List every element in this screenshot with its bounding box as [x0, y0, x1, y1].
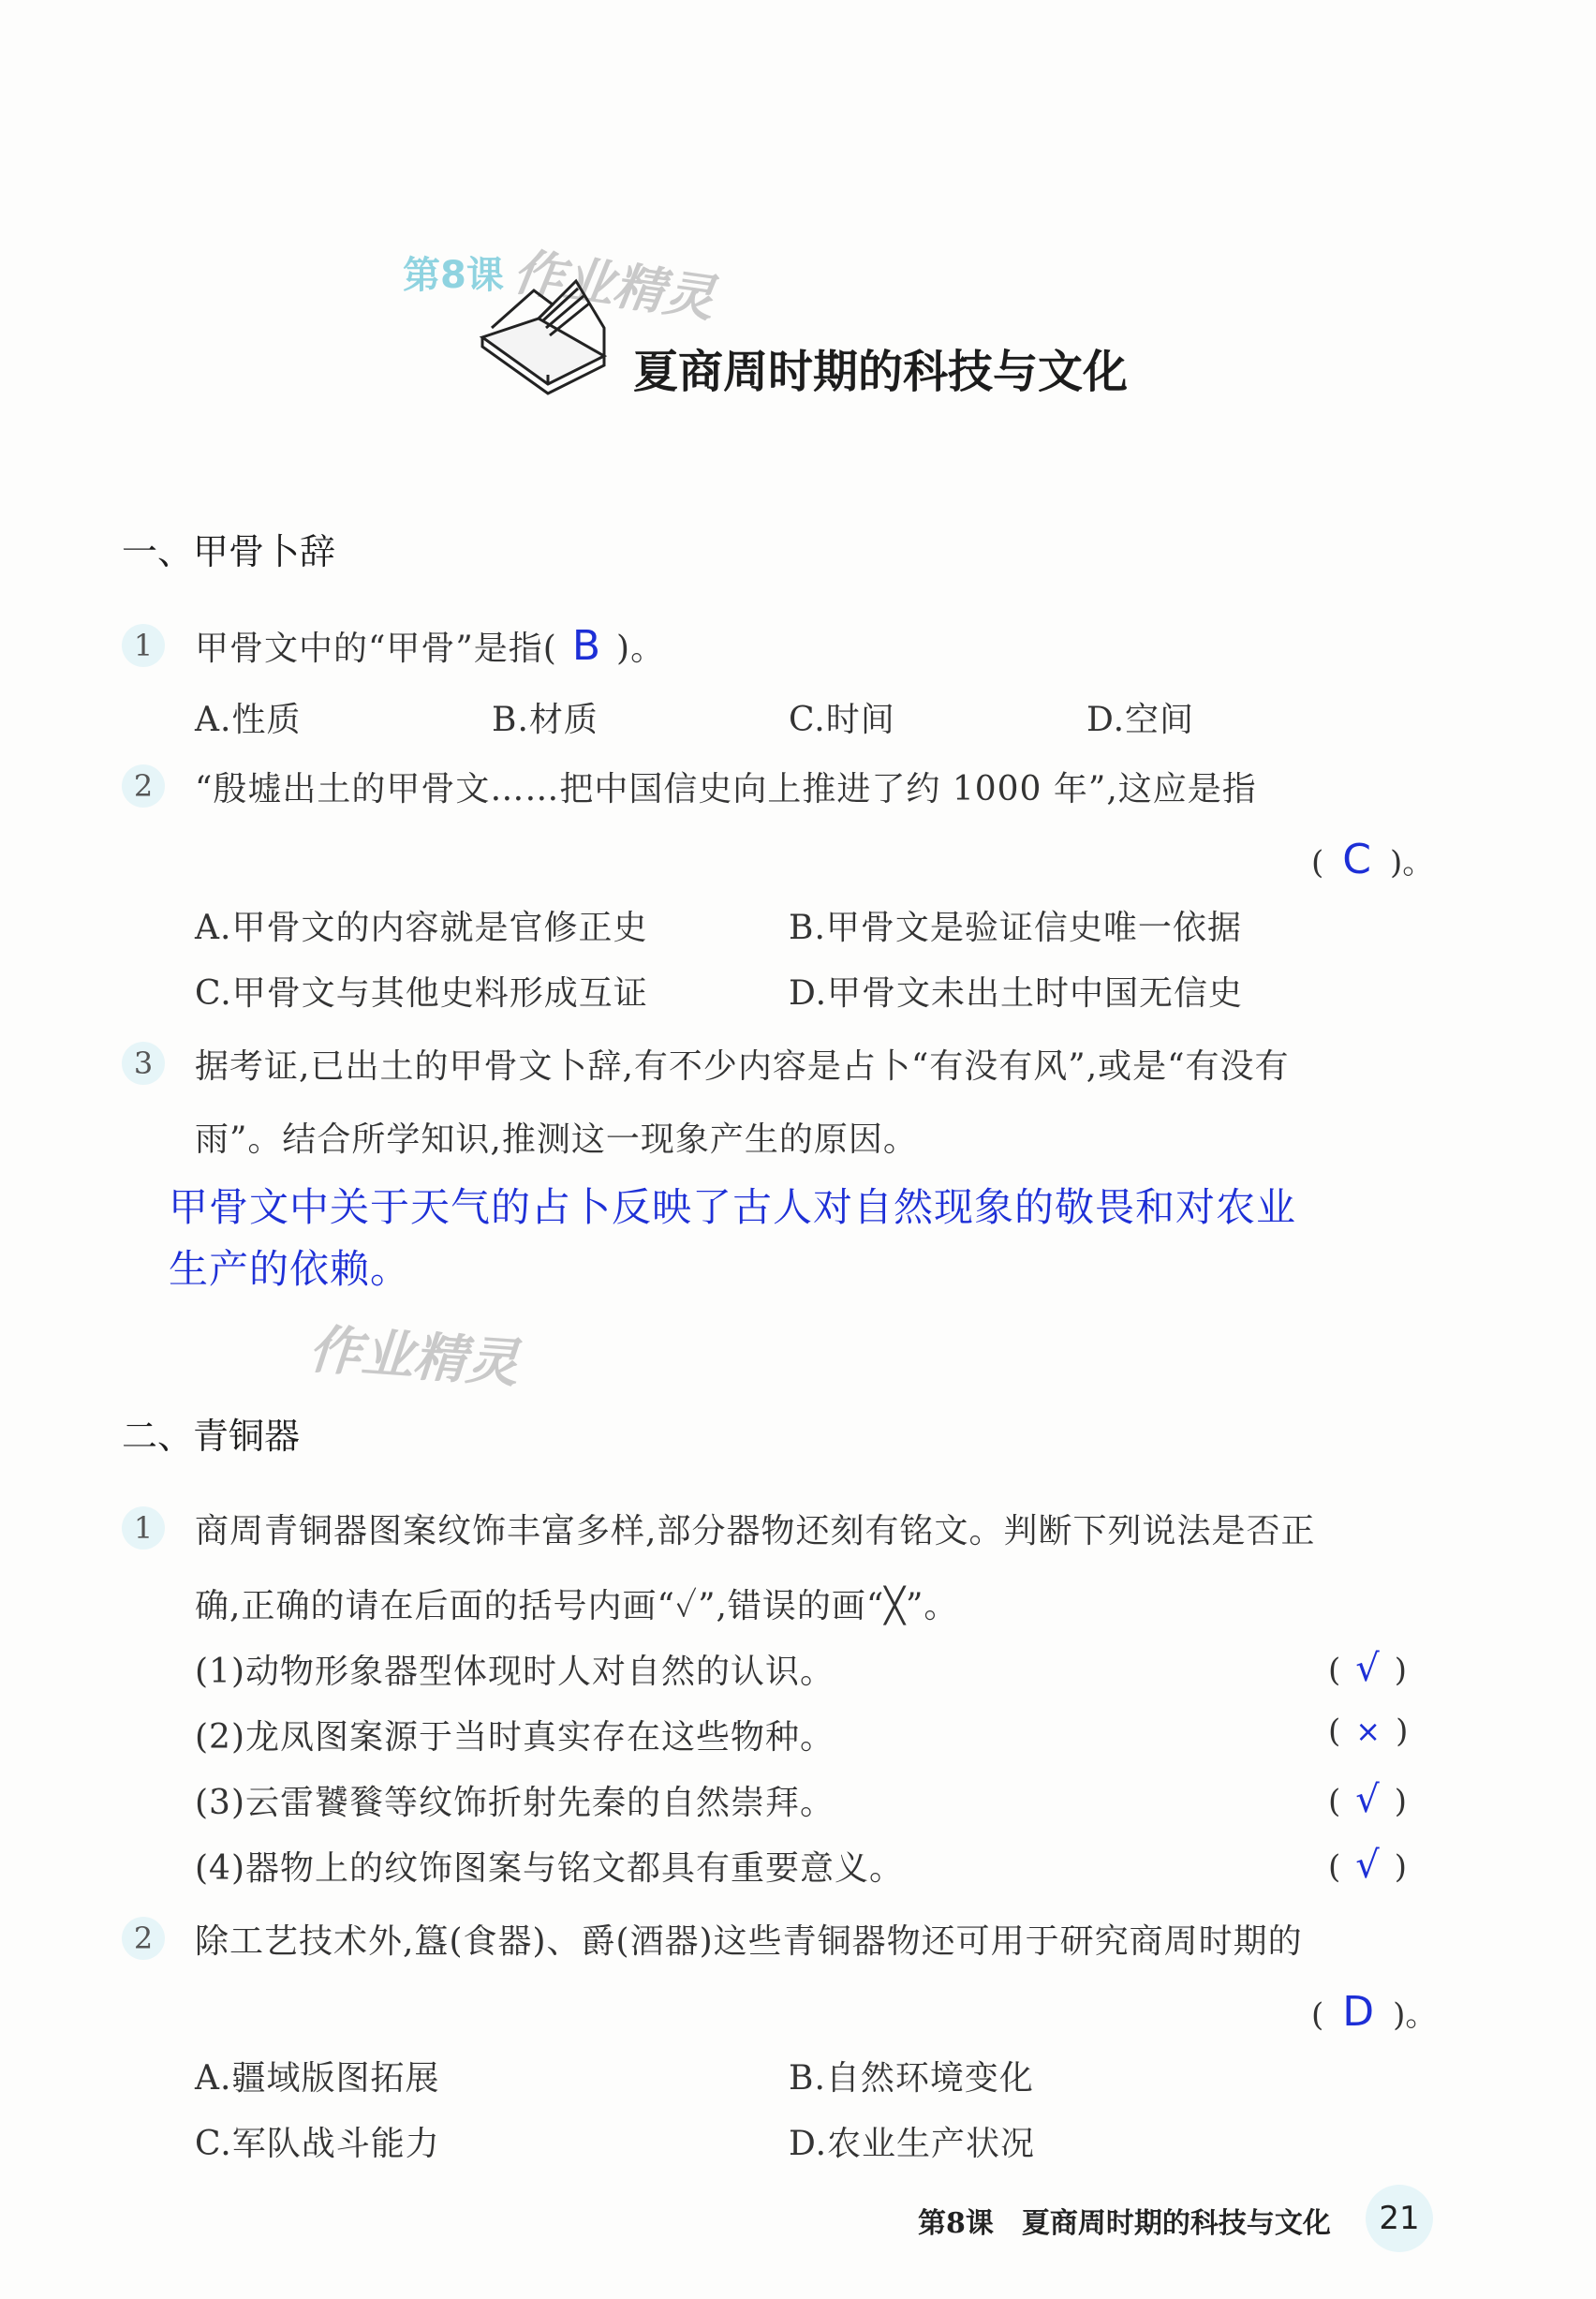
answer-handwritten: C [1342, 836, 1371, 883]
option-d: D.甲骨文未出土时中国无信史 [789, 974, 1244, 1013]
option-a: A.甲骨文的内容就是官修正史 [195, 909, 648, 947]
judgement-blank-4: ( √ ) [1328, 1844, 1408, 1887]
watermark: 作业精灵 [306, 1319, 521, 1395]
cross-mark: × [1355, 1713, 1382, 1749]
question-number: 1 [122, 1506, 165, 1550]
option-d: D.空间 [1086, 701, 1195, 739]
option-b: B.自然环境变化 [789, 2059, 1034, 2098]
book-icon [473, 262, 613, 403]
question-number: 1 [122, 624, 165, 667]
option-c: C.时间 [789, 701, 895, 739]
section-title-1: 一、甲骨卜辞 [122, 531, 336, 572]
judgement-item-2: (2)龙凤图案源于当时真实存在这些物种。 [195, 1718, 835, 1757]
question-text-end: )。 [616, 630, 666, 668]
option-c: C.军队战斗能力 [195, 2125, 440, 2163]
judgement-blank-3: ( √ ) [1328, 1778, 1408, 1821]
question-stem: 除工艺技术外,簋(食器)、爵(酒器)这些青铜器物还可用于研究商周时期的 [195, 1922, 1303, 1961]
question-number: 2 [122, 764, 165, 808]
question-number: 2 [122, 1917, 165, 1960]
judgement-blank-2: ( × ) [1328, 1713, 1409, 1750]
question-stem [195, 622, 665, 670]
answer-handwritten: 甲骨文中关于天气的占卜反映了古人对自然现象的敬畏和对农业 [169, 1184, 1297, 1230]
judgement-item-4: (4)器物上的纹饰图案与铭文都具有重要意义。 [195, 1849, 904, 1888]
lesson-tag: 第8课 [403, 254, 504, 297]
question-text: 甲骨文中的“甲骨”是指( [195, 630, 557, 668]
answer-handwritten: B [571, 622, 602, 670]
judgement-item-1: (1)动物形象器型体现时人对自然的认识。 [195, 1653, 835, 1691]
page-title: 夏商周时期的科技与文化 [633, 346, 1129, 398]
question-stem: 据考证,已出土的甲骨文卜辞,有不少内容是占卜“有没有风”,或是“有没有 [195, 1047, 1290, 1086]
option-a: A.疆域版图拓展 [195, 2059, 440, 2098]
question-stem: 商周青铜器图案纹饰丰富多样,部分器物还刻有铭文。判断下列说法是否正 [195, 1512, 1316, 1550]
running-footer: 第8课 夏商周时期的科技与文化 [918, 2207, 1331, 2240]
question-number: 3 [122, 1042, 165, 1085]
answer-blank: ( C )。 [1311, 836, 1435, 883]
judgement-item-3: (3)云雷饕餮等纹饰折射先秦的自然崇拜。 [195, 1784, 835, 1822]
judgement-blank-1: ( √ ) [1328, 1647, 1408, 1690]
option-b: B.材质 [492, 701, 598, 739]
check-mark: √ [1355, 1647, 1380, 1690]
option-c: C.甲骨文与其他史料形成互证 [195, 974, 648, 1013]
question-stem-line2: 确,正确的请在后面的括号内画“✓”,错误的画“╳”。 [195, 1587, 959, 1625]
question-stem: “殷墟出土的甲骨文……把中国信史向上推进了约 1000 年”,这应是指 [195, 770, 1257, 808]
answer-handwritten: D [1342, 1988, 1375, 2036]
option-d: D.农业生产状况 [789, 2125, 1036, 2163]
answer-handwritten-line2: 生产的依赖。 [169, 1246, 411, 1292]
section-title-2: 二、青铜器 [122, 1416, 301, 1457]
page-number: 21 [1366, 2185, 1433, 2252]
check-mark: √ [1355, 1844, 1380, 1887]
question-stem-line2: 雨”。结合所学知识,推测这一现象产生的原因。 [195, 1120, 918, 1159]
option-b: B.甲骨文是验证信史唯一依据 [789, 909, 1242, 947]
option-a: A.性质 [195, 701, 302, 739]
check-mark: √ [1355, 1778, 1380, 1821]
watermark: 作业精灵 [510, 242, 718, 329]
answer-blank: ( D )。 [1311, 1988, 1438, 2036]
